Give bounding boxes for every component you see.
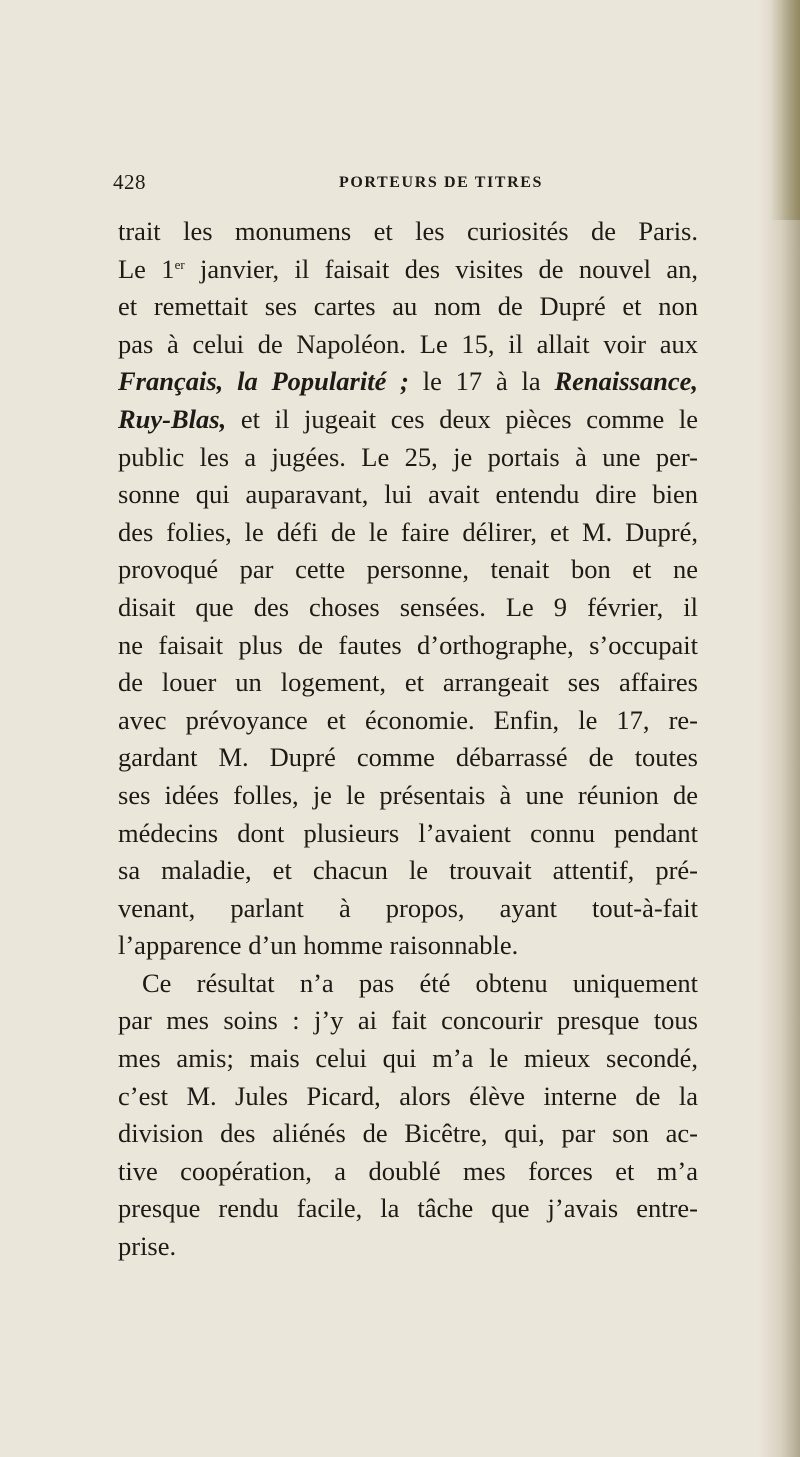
italic-title: Renaissance, xyxy=(554,366,698,397)
text-line: l’apparence d’un homme raisonnable. xyxy=(118,930,519,961)
text-line: gardant M. Dupré comme débarrassé de toutes xyxy=(118,742,698,773)
text-line: prise. xyxy=(118,1231,177,1262)
text-line: disait que des choses sensées. Le 9 février, il xyxy=(118,591,698,622)
text-line: ses idées folles, je le présentais à une réunion de xyxy=(118,779,698,810)
text-line: sonne qui auparavant, lui avait entendu dire bien xyxy=(118,479,698,510)
text-line: de louer un logement, et arrangeait ses affaires xyxy=(118,667,698,698)
page-header xyxy=(113,170,713,200)
text-line: médecins dont plusieurs l’avaient connu pendant xyxy=(118,817,698,848)
italic-title: Ruy-Blas, xyxy=(118,403,227,434)
text-line: avec prévoyance et économie. Enfin, le 17, re- xyxy=(118,704,698,735)
text-line: venant, parlant à propos, ayant tout-à-fait xyxy=(118,892,698,923)
text-line: sa maladie, et chacun le trouvait attentif, pré- xyxy=(118,855,698,886)
text-line: et remettait ses cartes au nom de Dupré et non xyxy=(118,291,698,322)
text-line: c’est M. Jules Picard, alors élève interne de la xyxy=(118,1080,698,1111)
text-line: Français, la Popularité ; le 17 à la Renaissance, xyxy=(118,366,698,397)
text-line: tive coopération, a doublé mes forces et m’a xyxy=(118,1155,698,1186)
text-line: ne faisait plus de fautes d’orthographe, s’occupait xyxy=(118,629,698,660)
text-line: presque rendu facile, la tâche que j’avais entre- xyxy=(118,1193,698,1224)
text-line: public les a jugées. Le 25, je portais à une per- xyxy=(118,441,698,472)
page-edge-stain xyxy=(770,0,800,220)
text-line: des folies, le défi de le faire délirer, et M. Dupré, xyxy=(118,516,698,547)
italic-title: Français, la Popularité ; xyxy=(118,366,409,397)
superscript: er xyxy=(174,256,185,272)
body-text xyxy=(118,213,698,1266)
text-line: Le 1er janvier, il faisait des visites de nouvel an, xyxy=(118,253,698,284)
text-line: trait les monumens et les curiosités de Paris. xyxy=(118,216,698,246)
running-title: PORTEURS DE TITRES xyxy=(339,174,543,191)
text-line: provoqué par cette personne, tenait bon et ne xyxy=(118,554,698,585)
page-number: 428 xyxy=(113,170,146,194)
text-line: Ce résultat n’a pas été obtenu uniquement xyxy=(142,967,698,998)
text-line: pas à celui de Napoléon. Le 15, il allait voir aux xyxy=(118,328,698,359)
text-line: division des aliénés de Bicêtre, qui, par son ac- xyxy=(118,1118,698,1149)
text-line: mes amis; mais celui qui m’a le mieux secondé, xyxy=(118,1043,698,1074)
text-line: par mes soins : j’y ai fait concourir presque tous xyxy=(118,1005,698,1036)
text-line: Ruy-Blas, et il jugeait ces deux pièces comme le xyxy=(118,403,698,434)
